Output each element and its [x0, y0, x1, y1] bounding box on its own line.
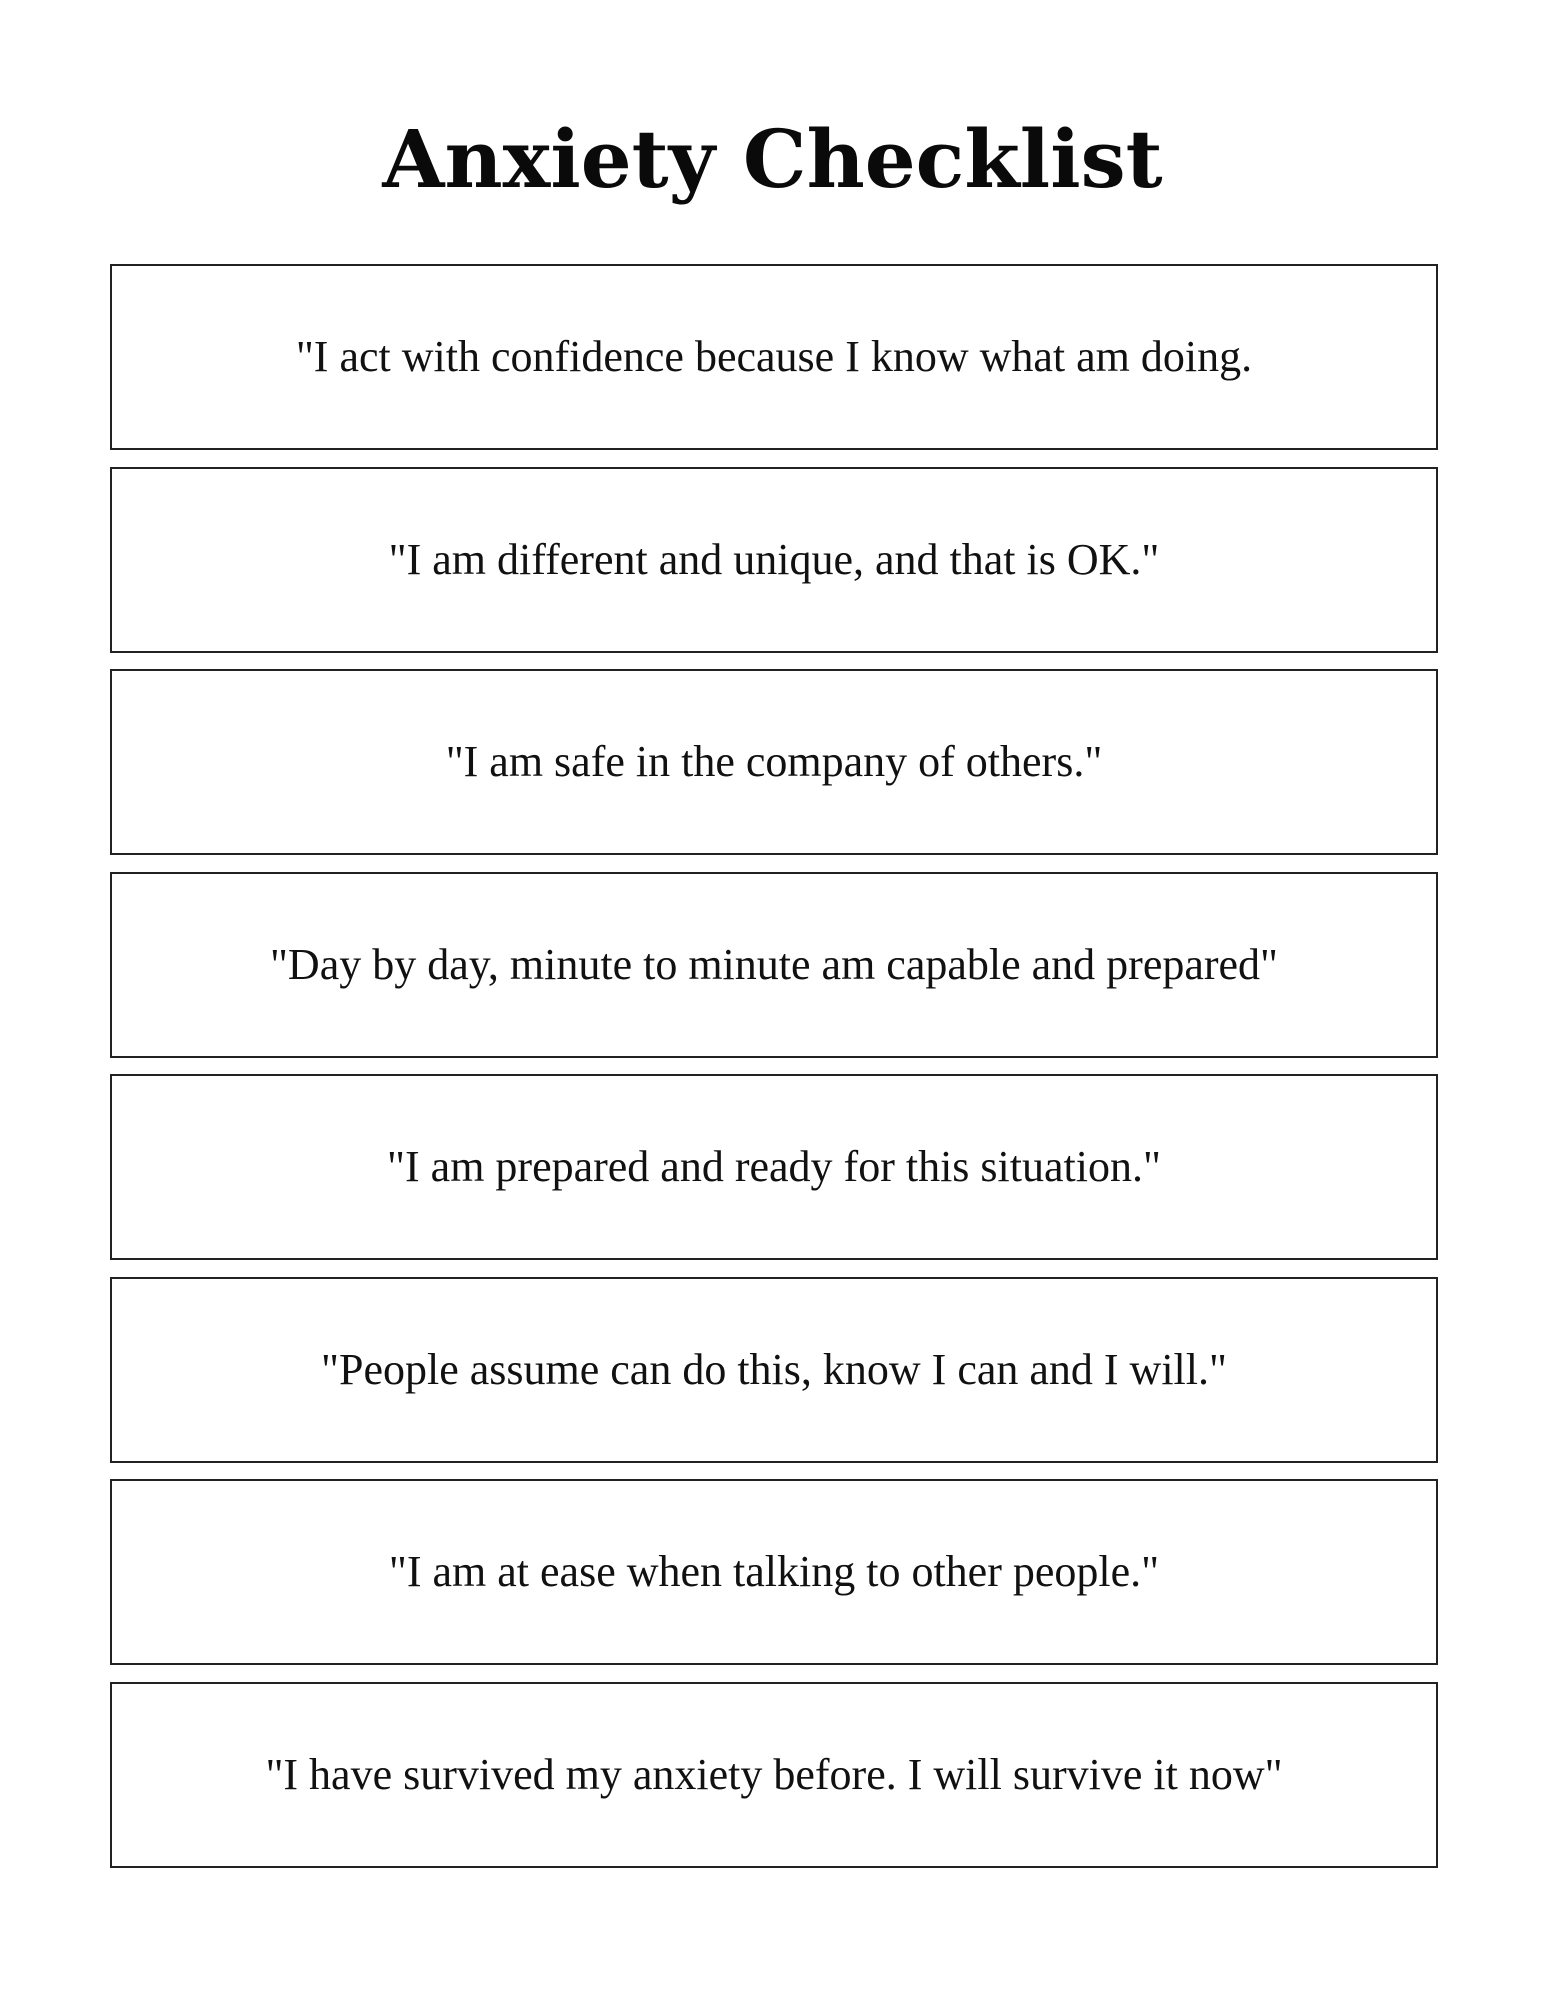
- checklist-item-text: "I am safe in the company of others.": [445, 737, 1103, 786]
- checklist-item-text: "I act with confidence because I know what am doing.: [295, 332, 1253, 381]
- checklist-item: [110, 1682, 1438, 1868]
- checklist-item: [110, 1479, 1438, 1665]
- checklist-item-text: "I am different and unique, and that is OK.": [388, 534, 1160, 584]
- checklist-item: [110, 1074, 1438, 1260]
- checklist-item: [110, 872, 1438, 1058]
- checklist-item: [110, 1277, 1438, 1463]
- checklist-item-text: "Day by day, minute to minute am capable and prepared": [269, 939, 1279, 989]
- checklist: [110, 264, 1438, 1884]
- checklist-item-text: "I have survived my anxiety before. I will survive it now": [265, 1749, 1283, 1799]
- checklist-item: [110, 264, 1438, 450]
- checklist-item: [110, 467, 1438, 653]
- checklist-item: [110, 669, 1438, 855]
- checklist-item-text: "I am prepared and ready for this situation.": [387, 1142, 1161, 1191]
- page-title: Anxiety Checklist: [382, 112, 1163, 206]
- checklist-item-text: "I am at ease when talking to other people.": [388, 1547, 1160, 1596]
- checklist-item-text: "People assume can do this, know I can and I will.": [321, 1344, 1227, 1394]
